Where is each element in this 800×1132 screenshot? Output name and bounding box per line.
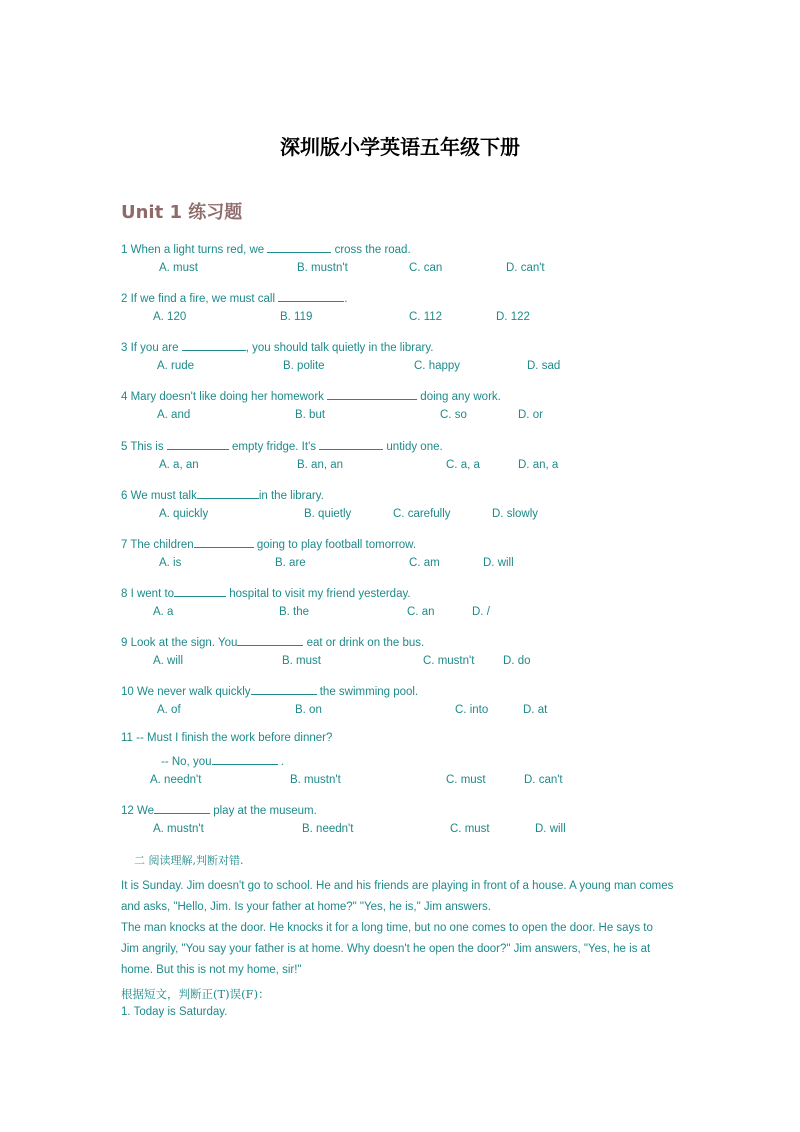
option-b[interactable]: B. are <box>275 557 306 569</box>
option-a[interactable]: A. and <box>157 409 191 421</box>
question-text: 7 The children <box>121 539 194 551</box>
question-text: play at the museum. <box>210 805 317 817</box>
option-b[interactable]: B. 119 <box>280 311 313 323</box>
option-c[interactable]: C. can <box>409 262 443 274</box>
option-d[interactable]: D. at <box>523 704 548 716</box>
question-4 <box>121 388 501 403</box>
option-c[interactable]: C. an <box>407 606 435 618</box>
option-b[interactable]: B. on <box>295 704 322 716</box>
option-d[interactable]: D. will <box>483 557 514 569</box>
option-d[interactable]: D. sad <box>527 360 561 372</box>
statement: 1. Today is Saturday. <box>121 1006 228 1018</box>
question-text: in the library. <box>258 490 324 502</box>
question-text: 5 This is <box>121 441 167 453</box>
question-text: -- No, you <box>161 756 212 768</box>
option-c[interactable]: C. 112 <box>409 311 443 323</box>
option-c[interactable]: C. a, a <box>446 459 480 471</box>
question-text: 2 If we find a fire, we must call <box>121 293 279 305</box>
question-11 <box>121 732 332 744</box>
option-c[interactable]: C. must <box>446 774 486 786</box>
question-text: 8 I went to <box>121 588 175 600</box>
answer-blank[interactable] <box>251 683 317 695</box>
question-10 <box>121 683 418 698</box>
option-c[interactable]: C. must <box>450 823 490 835</box>
option-d[interactable]: D. / <box>472 606 490 618</box>
question-5 <box>121 438 443 453</box>
question-8 <box>121 585 411 600</box>
option-d[interactable]: D. or <box>518 409 543 421</box>
section-heading: 二 阅读理解,判断对错. <box>134 854 244 867</box>
option-d[interactable]: D. an, a <box>518 459 559 471</box>
answer-blank[interactable] <box>167 438 229 450</box>
option-a[interactable]: A. a <box>153 606 174 618</box>
option-a[interactable]: A. quickly <box>159 508 209 520</box>
option-b[interactable]: B. an, an <box>297 459 344 471</box>
option-d[interactable]: D. 122 <box>496 311 530 323</box>
question-9 <box>121 634 424 649</box>
option-a[interactable]: A. a, an <box>159 459 199 471</box>
option-a[interactable]: A. must <box>159 262 198 274</box>
question-12 <box>121 802 317 817</box>
question-text: 1 When a light turns red, we <box>121 244 268 256</box>
answer-blank[interactable] <box>319 438 383 450</box>
option-b[interactable]: B. the <box>279 606 310 618</box>
question-text: empty fridge. It's <box>228 441 320 453</box>
question-text: eat or drink on the bus. <box>303 637 425 649</box>
option-c[interactable]: C. carefully <box>393 508 451 520</box>
answer-blank[interactable] <box>267 241 331 253</box>
question-text: the swimming pool. <box>316 686 419 698</box>
option-d[interactable]: D. will <box>535 823 566 835</box>
option-b[interactable]: B. must <box>282 655 321 667</box>
passage-line: It is Sunday. Jim doesn't go to school. He and his friends are playing in front of a house. A young man comes <box>121 880 674 892</box>
document-title: 深圳版小学英语五年级下册 <box>280 135 520 159</box>
question-text: 3 If you are <box>121 342 182 354</box>
passage-line: The man knocks at the door. He knocks it for a long time, but no one comes to open the door. He says to <box>121 922 653 934</box>
question-text: 4 Mary doesn't like doing her homework <box>121 391 328 403</box>
option-b[interactable]: B. quietly <box>304 508 352 520</box>
question-text: 11 -- Must I finish the work before dinner? <box>121 732 333 744</box>
answer-blank[interactable] <box>327 388 417 400</box>
question-text: 12 We <box>121 805 155 817</box>
answer-blank[interactable] <box>182 339 246 351</box>
question-text: hospital to visit my friend yesterday. <box>226 588 411 600</box>
question-text: . <box>344 293 348 305</box>
option-c[interactable]: C. mustn't <box>423 655 475 667</box>
answer-blank[interactable] <box>174 585 226 597</box>
answer-blank[interactable] <box>237 634 303 646</box>
option-d[interactable]: D. slowly <box>492 508 539 520</box>
option-b[interactable]: B. polite <box>283 360 325 372</box>
option-b[interactable]: B. but <box>295 409 326 421</box>
option-a[interactable]: A. 120 <box>153 311 187 323</box>
question-text: 9 Look at the sign. You <box>121 637 238 649</box>
passage-line: home. But this is not my home, sir!" <box>121 964 302 976</box>
instruction: 根据短文，判断正(T)误(F)： <box>121 987 270 1001</box>
answer-blank[interactable] <box>278 290 344 302</box>
question-text: 6 We must talk <box>121 490 197 502</box>
option-b[interactable]: B. mustn't <box>290 774 341 786</box>
option-a[interactable]: A. mustn't <box>153 823 204 835</box>
option-a[interactable]: A. rude <box>157 360 195 372</box>
passage-line: and asks, "Hello, Jim. Is your father at home?" "Yes, he is," Jim answers. <box>121 901 491 913</box>
option-d[interactable]: D. do <box>503 655 531 667</box>
question-reply <box>161 753 284 768</box>
option-a[interactable]: A. will <box>153 655 184 667</box>
option-a[interactable]: A. needn't <box>150 774 202 786</box>
question-text: . <box>277 756 284 768</box>
question-1 <box>121 241 411 256</box>
question-text: going to play football tomorrow. <box>253 539 417 551</box>
option-d[interactable]: D. can't <box>506 262 545 274</box>
option-b[interactable]: B. mustn't <box>297 262 348 274</box>
question-6 <box>121 487 324 502</box>
option-c[interactable]: C. into <box>455 704 489 716</box>
answer-blank[interactable] <box>154 802 210 814</box>
question-text: cross the road. <box>331 244 411 256</box>
question-text: doing any work. <box>417 391 501 403</box>
question-7 <box>121 536 416 551</box>
question-text: , you should talk quietly in the library. <box>245 342 434 354</box>
answer-blank[interactable] <box>212 753 278 765</box>
unit-heading: Unit 1 练习题 <box>121 202 243 223</box>
passage-line: Jim angrily, "You say your father is at home. Why doesn't he open the door?" Jim answers, "Yes, he is at <box>121 943 651 955</box>
question-text: 10 We never walk quickly <box>121 686 251 698</box>
option-c[interactable]: C. happy <box>414 360 461 372</box>
option-a[interactable]: A. is <box>159 557 182 569</box>
question-3 <box>121 339 433 354</box>
answer-blank[interactable] <box>197 487 259 499</box>
option-b[interactable]: B. needn't <box>302 823 354 835</box>
question-text: untidy one. <box>383 441 443 453</box>
option-c[interactable]: C. so <box>440 409 467 421</box>
option-c[interactable]: C. am <box>409 557 440 569</box>
option-a[interactable]: A. of <box>157 704 181 716</box>
question-2 <box>121 290 347 305</box>
answer-blank[interactable] <box>194 536 254 548</box>
option-d[interactable]: D. can't <box>524 774 563 786</box>
